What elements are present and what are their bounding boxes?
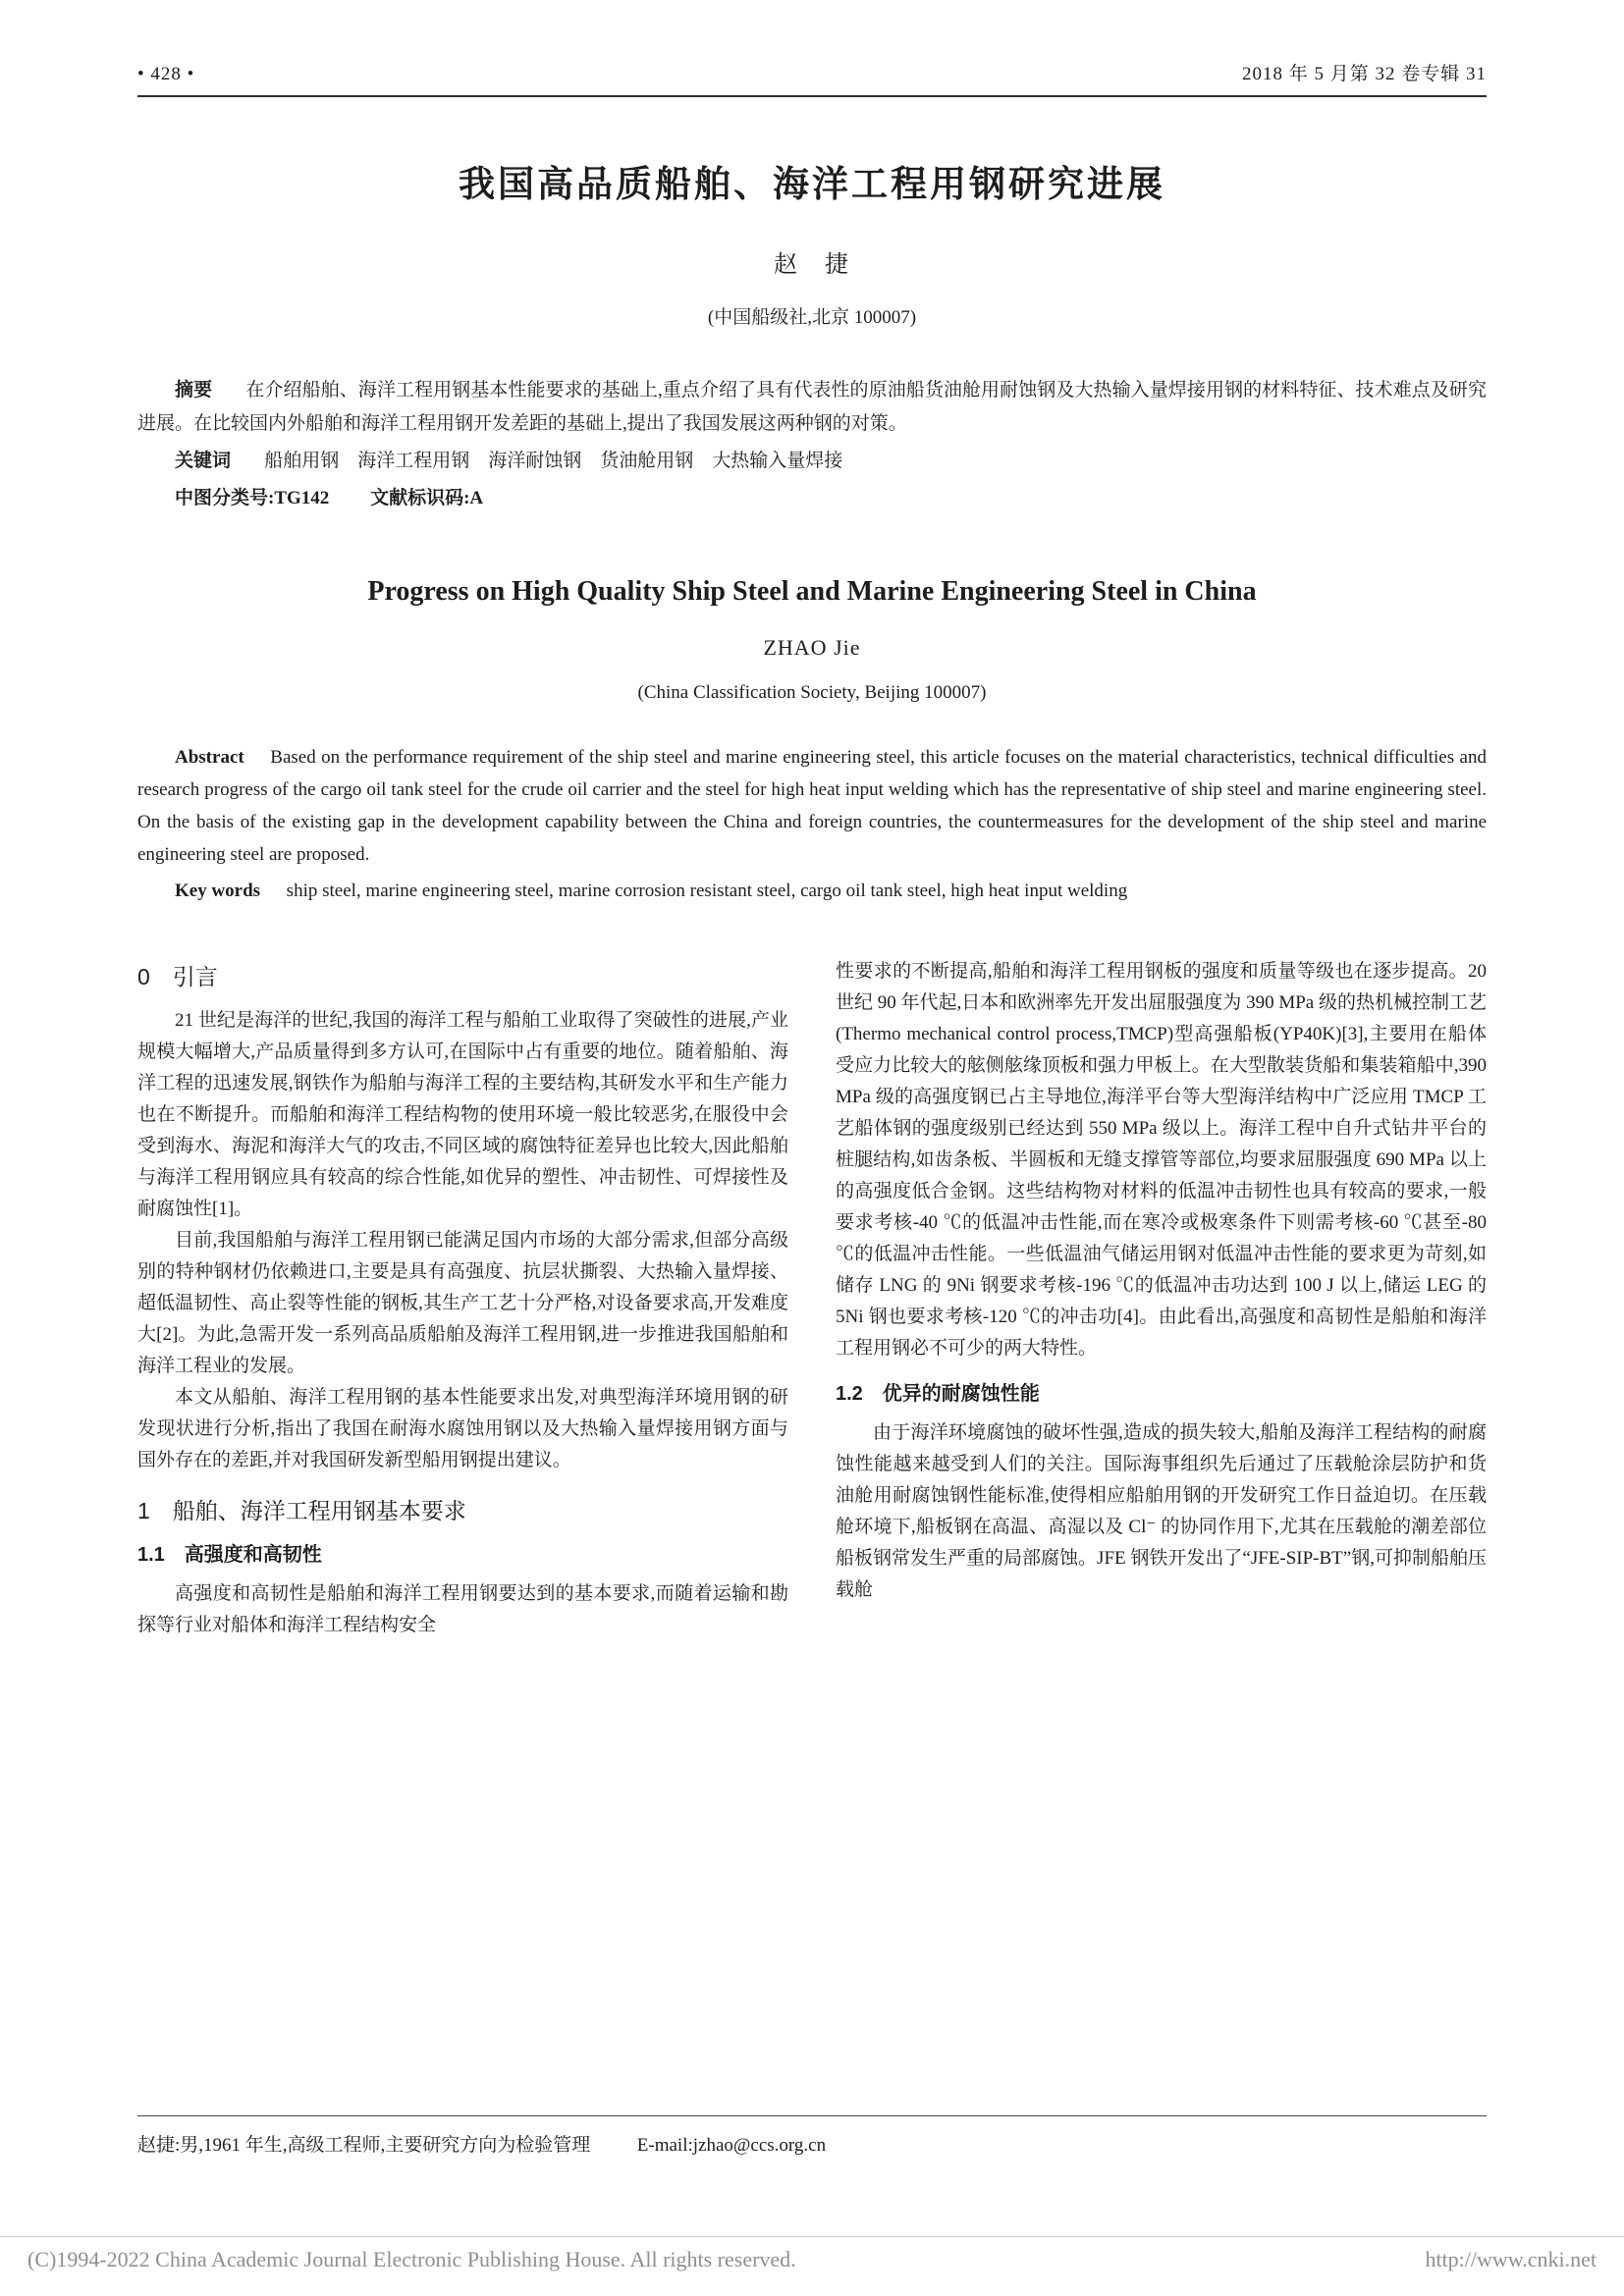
- abstract-text-cn: 在介绍船舶、海洋工程用钢基本性能要求的基础上,重点介绍了具有代表性的原油船货油舱用耐蚀钢及大热输入量焊接用钢的材料特征、技术难点及研究进展。在比较国内外船舶和海洋工程用钢开发差距的基础上,提出了我国发展这两种钢的对策。: [137, 380, 1487, 434]
- keywords-text-en: ship steel, marine engineering steel, marine corrosion resistant steel, cargo oil tank steel, high heat input welding: [286, 881, 1128, 901]
- footer-url: http://www.cnki.net: [1425, 2247, 1597, 2271]
- clc-line: [137, 482, 1487, 515]
- footer-copyright: (C)1994-2022 China Academic Journal Electronic Publishing House. All rights reserved.: [27, 2247, 796, 2271]
- article-title-cn: 我国高品质船舶、海洋工程用钢研究进展: [459, 165, 1165, 205]
- issue-info: 2018 年 5 月第 32 卷专辑 31: [1241, 64, 1487, 84]
- keywords-text-cn: 船舶用钢 海洋工程用钢 海洋耐蚀钢 货油舱用钢 大热输入量焊接: [264, 451, 843, 471]
- page-header: [137, 59, 1487, 97]
- cnki-footer: [0, 2236, 1624, 2272]
- abstract-label-en: Abstract: [175, 747, 244, 768]
- page-number: • 428 •: [137, 64, 195, 84]
- english-meta-block: [137, 741, 1487, 907]
- affiliation-cn: (中国船级社,北京 100007): [707, 307, 917, 328]
- paragraph: 本文从船舶、海洋工程用钢的基本性能要求出发,对典型海洋环境用钢的研发现状进行分析,指出了我国在耐海水腐蚀用钢以及大热输入量焊接用钢方面与国外存在的差距,并对我国研发新型船用钢提出建议。: [137, 1387, 788, 1470]
- paragraph: 目前,我国船舶与海洋工程用钢已能满足国内市场的大部分需求,但部分高级别的特种钢材仍依赖进口,主要是具有高强度、抗层状撕裂、大热输入量焊接、超低温韧性、高止裂等性能的钢板,其生产工艺十分严格,对设备要求高,开发难度大[2]。为此,急需开发一系列高品质船舶及海洋工程用钢,进一步推进我国船舶和海洋工程业的发展。: [137, 1230, 788, 1376]
- subsection-heading-1-2: 1.2 优异的耐腐蚀性能: [836, 1383, 1040, 1405]
- abstract-en: [137, 741, 1487, 871]
- paragraph: 由于海洋环境腐蚀的破坏性强,造成的损失较大,船舶及海洋工程结构的耐腐蚀性能越来越受到人们的关注。国际海事组织先后通过了压载舱涂层防护和货油舱用耐腐蚀钢性能标准,使得相应船舶用钢的开发研究工作日益迫切。在压载舱环境下,船板钢在高温、高湿以及 Cl⁻ 的协同作用下,尤其在压载舱的潮差部位船板钢常发生严重的局部腐蚀。JFE 钢铁开发出了“JFE-SIP-BT”钢,可抑制船舶压载舱: [836, 1422, 1487, 1600]
- keywords-cn: [137, 445, 1487, 478]
- paragraph-continuation: 性要求的不断提高,船舶和海洋工程用钢板的强度和质量等级也在逐步提高。20 世纪 90 年代起,日本和欧洲率先开发出屈服强度为 390 MPa 级的热机械控制工艺(Thermo mechanical control process,TMCP)型高强船板(YP40K)[3],主要用在船体受应力比较大的舷侧舷缘顶板和强力甲板上。在大型散装货船和集装箱船中,390 MPa 级的高强度钢已占主导地位,海洋平台等大型海洋结构中广泛应用 TMCP 工艺船体钢的强度级别已经达到 550 MPa 级以上。海洋工程中自升式钻井平台的桩腿结构,如齿条板、半圆板和无缝支撑管等部位,均要求屈服强度 690 MPa 以上的高强度低合金钢。这些结构物对材料的低温冲击韧性也具有较高的要求,一般要求考核-40 ℃的低温冲击性能,而在寒冷或极寒条件下则需考核-60 ℃甚至-80 ℃的低温冲击性能。一些低温油气储运用钢对低温冲击性能的要求更为苛刻,如储存 LNG 的 9Ni 钢要求考核-196 ℃的低温冲击功达到 100 J 以上,储运 LEG 的 5Ni 钢也要求考核-120 ℃的冲击功[4]。由此看出,高强度和高韧性是船舶和海洋工程用钢必不可少的两大特性。: [836, 961, 1487, 1359]
- abstract-cn: [137, 374, 1487, 441]
- section-heading-1: 1 船舶、海洋工程用钢基本要求: [137, 1498, 466, 1523]
- footnote-bio: 赵捷:男,1961 年生,高级工程师,主要研究方向为检验管理: [137, 2135, 591, 2156]
- keywords-en: [137, 875, 1487, 907]
- left-column: [137, 956, 788, 1641]
- keywords-label-en: Key words: [175, 881, 261, 901]
- chinese-meta-block: [137, 374, 1487, 515]
- document-code: 文献标识码:A: [370, 488, 484, 508]
- section-heading-0: 0 引言: [137, 964, 218, 989]
- abstract-text-en: Based on the performance requirement of the ship steel and marine engineering steel, this article focuses on the material characteristics, technical difficulties and research progress of the cargo oil tank steel for the crude oil carrier and the steel for high heat input welding which has the representative of ship steel and marine engineering steel. On the basis of the existing gap in the development capability between the China and foreign countries, the countermeasures for the development of the ship steel and marine engineering steel are proposed.: [137, 747, 1487, 865]
- article-title-en: Progress on High Quality Ship Steel and Marine Engineering Steel in China: [367, 576, 1257, 607]
- right-column: [836, 956, 1487, 1641]
- author-cn: 赵 捷: [774, 252, 850, 278]
- body-columns: [137, 956, 1487, 1641]
- abstract-label-cn: 摘要: [175, 380, 213, 400]
- subsection-heading-1-1: 1.1 高强度和高韧性: [137, 1544, 322, 1566]
- author-footnote: [137, 2115, 1487, 2157]
- footnote-email: E-mail:jzhao@ccs.org.cn: [636, 2135, 827, 2156]
- affiliation-en: (China Classification Society, Beijing 100007): [637, 682, 987, 703]
- paragraph: 21 世纪是海洋的世纪,我国的海洋工程与船舶工业取得了突破性的进展,产业规模大幅增大,产品质量得到多方认可,在国际中占有重要的地位。随着船舶、海洋工程的迅速发展,钢铁作为船舶与海洋工程的主要结构,其研发水平和生产能力也在不断提升。而船舶和海洋工程结构物的使用环境一般比较恶劣,在服役中会受到海水、海泥和海洋大气的攻击,不同区域的腐蚀特征差异也比较大,因此船舶与海洋工程用钢应具有较高的综合性能,如优异的塑性、冲击韧性、可焊接性及耐腐蚀性[1]。: [137, 1010, 788, 1219]
- clc-number: 中图分类号:TG142: [175, 488, 330, 508]
- author-en: ZHAO Jie: [763, 635, 861, 660]
- keywords-label-cn: 关键词: [175, 451, 232, 471]
- paragraph: 高强度和高韧性是船舶和海洋工程用钢要达到的基本要求,而随着运输和勘探等行业对船体和海洋工程结构安全: [137, 1583, 788, 1635]
